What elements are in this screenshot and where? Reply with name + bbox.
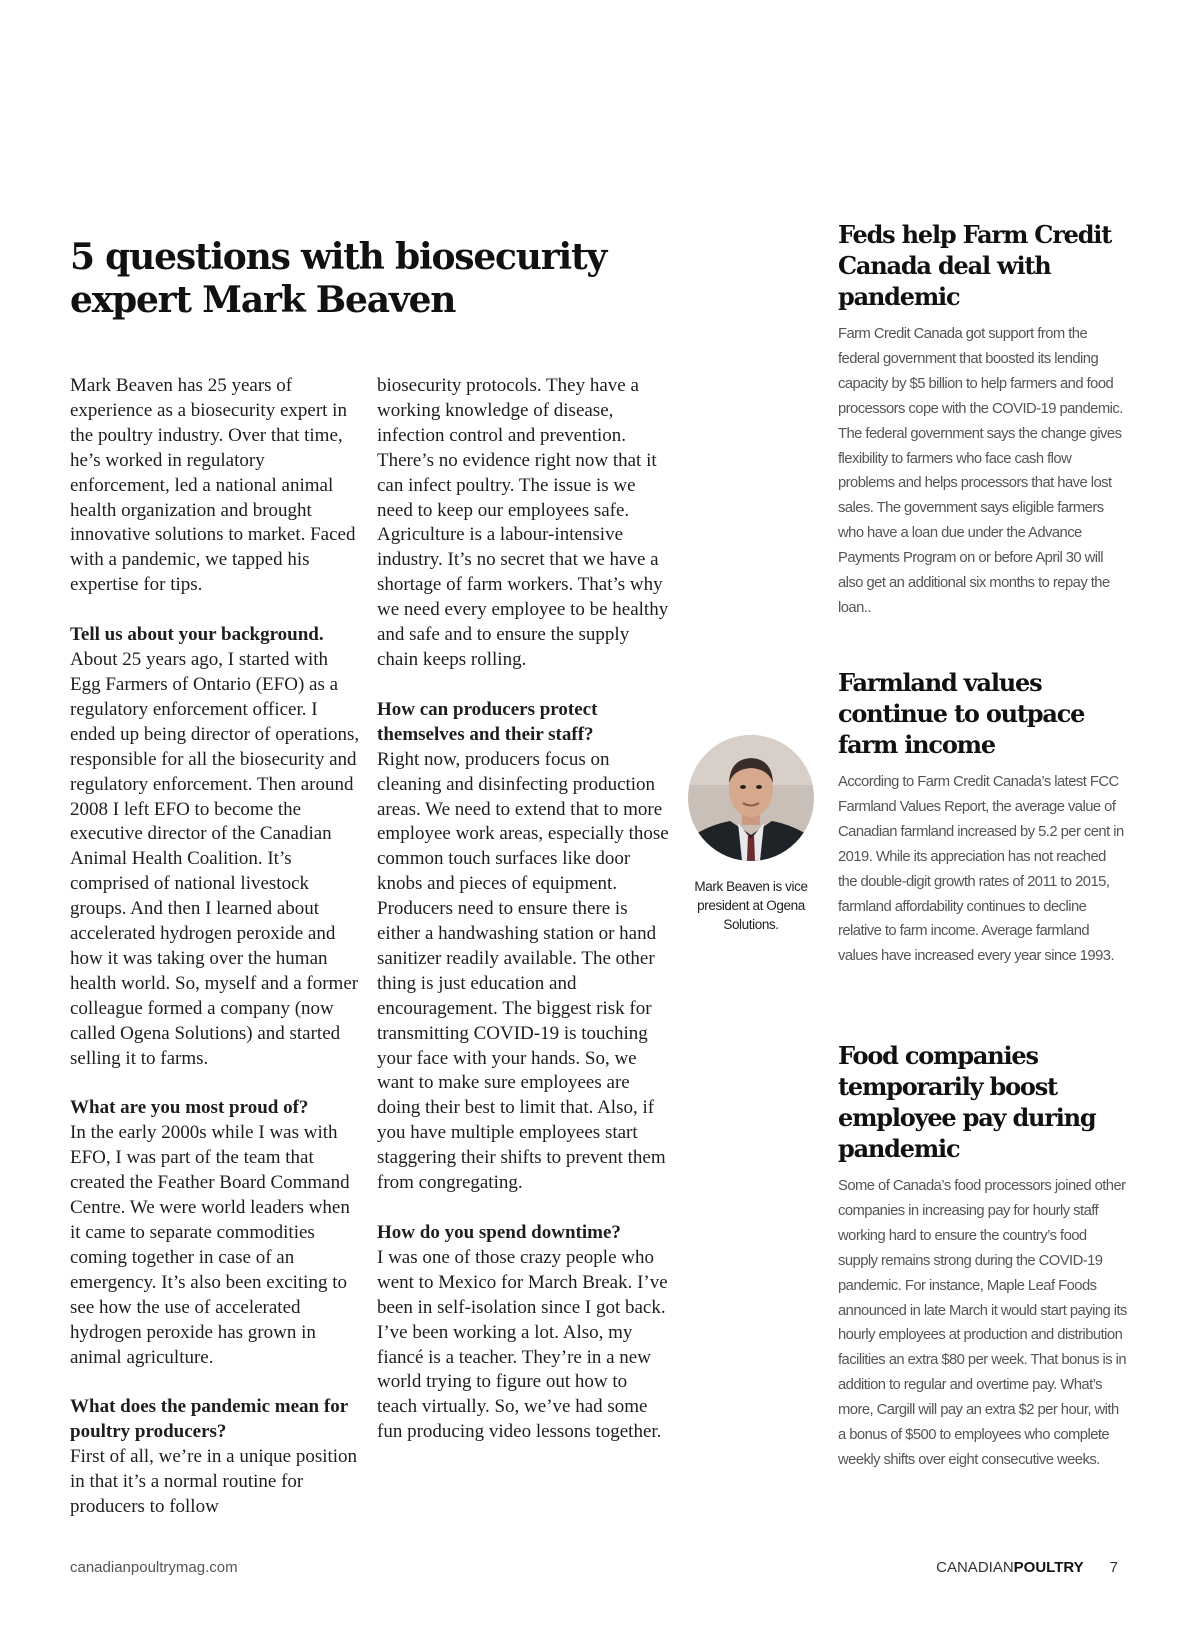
portrait-photo xyxy=(688,735,814,861)
brand-name-part1: CANADIAN xyxy=(936,1559,1014,1576)
portrait-image xyxy=(688,735,814,861)
answer: About 25 years ago, I started with Egg Farmers of Ontario (EFO) as a regulatory enforcement officer. I ended up being director of operations, responsible for all the biosecurity and regulatory enforcement. Then around 2008 I left EFO to become the executive director of the Canadian Animal Health Coalition. It’s comprised of national livestock groups. And then I learned about accelerated hydrogen peroxide and how it was taking over the human health world. So, myself and a former colleague formed a company (now called Ogena Solutions) and started selling it to farms. xyxy=(70,649,360,1069)
sidebar-item xyxy=(838,219,1128,621)
question: What does the pandemic mean for poultry producers? xyxy=(70,1396,348,1443)
question: How do you spend downtime? xyxy=(377,1222,621,1243)
answer: Right now, producers focus on cleaning and disinfecting production areas. We need to extend that to more employee work areas, especially those common touch surfaces like door knobs and pieces of equipment. Producers need to ensure there is either a handwashing station or hand sanitizer readily available. The other thing is just education and encouragement. The biggest risk for transmitting COVID-19 is touching your face with your hands. So, we want to make sure employees are doing their best to limit that. Also, if you have multiple employees start staggering their shifts to prevent them from congregating. xyxy=(377,748,669,1194)
sidebar-item xyxy=(838,1040,1128,1473)
brand-name-part2: POULTRY xyxy=(1013,1559,1084,1576)
qa-block xyxy=(70,1395,362,1520)
sidebar-item-body: According to Farm Credit Canada’s latest FCC Farmland Values Report, the average value of Canadian farmland increased by 5.2 per cent in 2019. While its appreciation has not reached the double-digit growth rates of 2011 to 2015, farmland affordability continues to decline relative to farm income. Average farmland values have increased every year since 1993. xyxy=(838,774,1124,965)
intro-paragraph: Mark Beaven has 25 years of experience as a biosecurity expert in the poultry industry. Over that time, he’s worked in regulatory enforcement, led a national animal health organization and brought innovative solutions to market. Faced with a pandemic, we tapped his expertise for tips. xyxy=(70,375,356,596)
photo-caption: Mark Beaven is vice president at Ogena Solutions. xyxy=(694,879,808,932)
sidebar-item-body: Farm Credit Canada got support from the federal government that boosted its lending capacity by $5 billion to help farmers and food processors cope with the COVID-19 pandemic. The federal government says the change gives flexibility to farmers who face cash flow problems and helps processors that have lost sales. The government says eligible farmers who have a loan due under the Advance Payments Program on or before April 30 will also get an additional six months to repay the loan.. xyxy=(838,326,1123,616)
sidebar-item xyxy=(838,667,1128,969)
answer: I was one of those crazy people who went to Mexico for March Break. I’ve been in self-isolation since I got back. I’ve been working a lot. Also, my fiancé is a teacher. They’re in a new world trying to figure out how to teach virtually. So, we’ve had some fun producing video lessons together. xyxy=(377,1246,668,1443)
footer-brand xyxy=(936,1559,1118,1576)
answer: First of all, we’re in a unique position in that it’s a normal routine for producers to follow xyxy=(70,1446,358,1518)
qa-block xyxy=(377,698,669,1196)
sidebar-item-title: Food companies temporarily boost employee pay during pandemic xyxy=(838,1041,1096,1163)
qa-block xyxy=(70,623,362,1071)
sidebar-item-title: Feds help Farm Credit Canada deal with pandemic xyxy=(838,220,1112,311)
article-column-1 xyxy=(70,374,362,1545)
question: What are you most proud of? xyxy=(70,1097,309,1119)
question: Tell us about your background. xyxy=(70,624,324,646)
qa-block xyxy=(377,1221,669,1445)
question: How can producers protect themselves and their staff? xyxy=(377,698,598,745)
qa-block xyxy=(70,1096,362,1370)
answer: In the early 2000s while I was with EFO, I was part of the team that created the Feather Board Command Centre. We were world leaders when it came to separate commodities coming together in case of an emergency. It’s also been exciting to see how the use of accelerated hydrogen peroxide has grown in animal agriculture. xyxy=(70,1122,350,1368)
footer-website: canadianpoultrymag.com xyxy=(70,1559,238,1576)
page-number: 7 xyxy=(1109,1559,1118,1576)
article-headline: 5 questions with biosecurity expert Mark Beaven xyxy=(70,236,607,321)
continued-paragraph: biosecurity protocols. They have a working knowledge of disease, infection control and prevention. There’s no evidence right now that it can infect poultry. The issue is we need to keep our employees safe. Agriculture is a labour-intensive industry. It’s no secret that we have a shortage of farm workers. That’s why we need every employee to be healthy and safe and to ensure the supply chain keeps rolling. xyxy=(377,375,669,670)
article-column-2 xyxy=(377,374,669,1470)
sidebar-item-body: Some of Canada’s food processors joined other companies in increasing pay for hourly staff working hard to ensure the country’s food supply remains strong during the COVID-19 pandemic. For instance, Maple Leaf Foods announced in late March it would start paying its hourly employees at production and distribution facilities an extra $80 per week. That bonus is in addition to regular and overtime pay. What’s more, Cargill will pay an extra $2 per hour, with a bonus of $500 to employees who complete weekly shifts over eight consecutive weeks. xyxy=(838,1178,1127,1468)
sidebar-item-title: Farmland values continue to outpace farm income xyxy=(838,668,1085,759)
